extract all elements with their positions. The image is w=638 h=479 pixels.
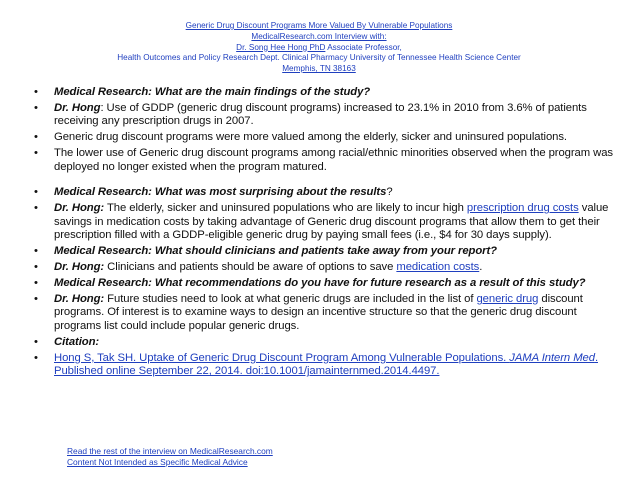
answer-1c-text: The lower use of Generic drug discount programs among racial/ethnic minorities observed when the program was deployed no longer existed when the program matured.	[54, 147, 613, 173]
bullet-icon: •	[34, 102, 38, 114]
bullet-icon: •	[34, 351, 38, 364]
answer-label: Dr. Hong:	[54, 261, 105, 274]
department-line: Health Outcomes and Policy Research Dept. Clinical Pharmacy University of Tennessee Health Science Center	[117, 53, 521, 63]
answer-label: Dr. Hong:	[54, 202, 105, 215]
answer-4-text: Future studies need to look at what generic drugs are included in the list of	[104, 293, 477, 306]
question-3: Medical Research: What should clinicians and patients take away from your report?	[54, 245, 497, 258]
interview-body	[34, 86, 619, 381]
bullet-icon: •	[34, 293, 38, 306]
answer-label: Dr. Hong:	[54, 293, 105, 306]
answer-3-end: .	[479, 261, 483, 274]
list-item	[34, 86, 619, 99]
prescription-drug-costs-link[interactable]: prescription drug costs	[466, 202, 579, 215]
list-item	[34, 245, 619, 258]
bullet-icon: •	[34, 186, 38, 199]
list-item	[34, 277, 619, 290]
page-footer	[67, 446, 273, 468]
bullet-icon: •	[34, 245, 38, 258]
page-header	[0, 21, 638, 75]
bullet-icon: •	[34, 86, 38, 98]
citation-authors-title: Hong S, Tak SH. Uptake of Generic Drug Discount Program Among Vulnerable Populations.	[54, 351, 510, 364]
question-2-end: ?	[386, 186, 393, 199]
list-item	[34, 336, 619, 349]
citation-label: Citation:	[54, 335, 100, 348]
bullet-icon: •	[34, 202, 38, 215]
answer-4-text-cont: discount programs. Of interest is to examine ways to design an incentive structure so that the generic drug discount programs list could include popular generic drugs.	[54, 293, 583, 332]
disclaimer-link[interactable]: Content Not Intended as Specific Medical Advice	[67, 457, 248, 467]
bullet-icon: •	[34, 147, 38, 160]
citation-link[interactable]	[54, 352, 598, 377]
list-item	[34, 202, 619, 242]
bullet-icon: •	[34, 277, 38, 290]
answer-label: Dr. Hong	[54, 102, 101, 114]
answer-2-text: The elderly, sicker and uninsured populations who are likely to incur high	[104, 202, 467, 215]
answer-1b-text: Generic drug discount programs were more valued among the elderly, sicker and uninsured populations.	[54, 131, 567, 144]
list-item	[34, 186, 619, 199]
answer-2-text-cont: value savings in medication costs by taking advantage of Generic drug discount programs that allow them to get their prescription filled with a GDDP-eligible generic drug by paying small fees (i.e., $4 for 30 days supply).	[54, 202, 609, 242]
interviewee-position: Associate Professor,	[325, 42, 402, 52]
list-item	[34, 352, 619, 379]
article-title[interactable]: Generic Drug Discount Programs More Valued By Vulnerable Populations	[185, 21, 453, 30]
medication-costs-link[interactable]: medication costs	[396, 261, 480, 274]
list-item	[34, 102, 619, 129]
list-item	[34, 147, 619, 174]
answer-3-text: Clinicians and patients should be aware of options to save	[104, 261, 397, 274]
interviewee-line	[0, 43, 638, 54]
question-1: Medical Research: What are the main findings of the study?	[54, 86, 371, 98]
interview-subtitle[interactable]: MedicalResearch.com Interview with:	[251, 31, 387, 41]
interviewee-name[interactable]: Dr. Song Hee Hong PhD	[236, 42, 326, 52]
citation-details: . Published online September 22, 2014. doi:10.1001/jamainternmed.2014.4497.	[54, 351, 598, 378]
bullet-icon: •	[34, 131, 38, 144]
question-2: Medical Research: What was most surprising about the results	[54, 186, 387, 199]
bullet-icon: •	[34, 261, 38, 274]
question-4: Medical Research: What recommendations do you have for future research as a result of this study?	[54, 277, 586, 290]
location-line: Memphis, TN 38163	[282, 64, 356, 74]
generic-drug-link[interactable]: generic drug	[476, 293, 539, 306]
read-more-link[interactable]: Read the rest of the interview on MedicalResearch.com	[67, 446, 273, 456]
list-item	[34, 261, 619, 274]
list-item	[34, 131, 619, 144]
citation-journal: JAMA Intern Med	[509, 351, 595, 364]
list-item	[34, 293, 619, 333]
bullet-icon: •	[34, 335, 38, 348]
answer-1-text: : Use of GDDP (generic drug discount programs) increased to 23.1% in 2010 from 3.6% of patients receiving any prescription drugs in 2007.	[54, 102, 587, 128]
